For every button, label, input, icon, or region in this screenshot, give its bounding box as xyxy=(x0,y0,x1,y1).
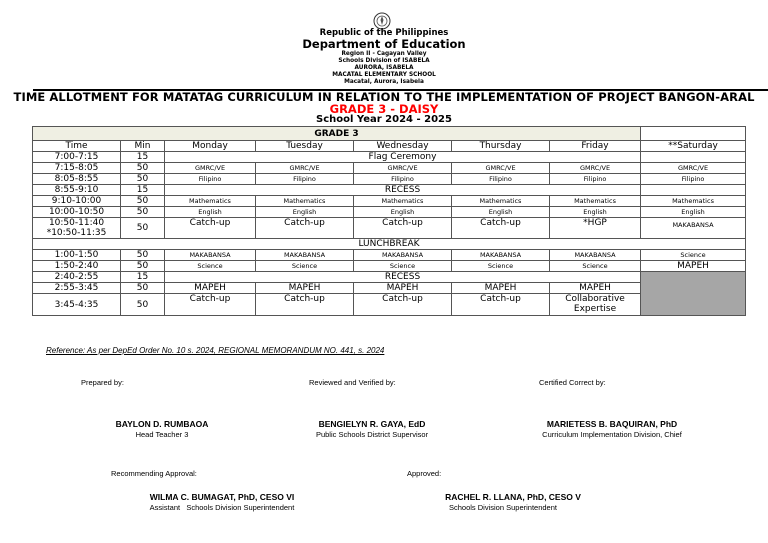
subject-cell: Filipino xyxy=(165,174,256,185)
school-year: School Year 2024 - 2025 xyxy=(316,114,452,125)
min-cell: 50 xyxy=(121,174,165,185)
time-text: 10:50-11:40 xyxy=(48,218,105,228)
subject-cell: Catch-up xyxy=(256,218,354,239)
subject-cell: Catch-up xyxy=(165,294,256,316)
subject-cell: Mathematics xyxy=(452,196,550,207)
time-cell: 8:55-9:10 xyxy=(33,185,121,196)
blank-cell xyxy=(641,185,746,196)
subject-cell: MAPEH xyxy=(165,283,256,294)
col-header: Time xyxy=(33,141,121,152)
prepared-position: Head Teacher 3 xyxy=(135,430,189,439)
subject-cell: Mathematics xyxy=(550,196,641,207)
subject-cell: Collaborative Expertise xyxy=(550,294,641,316)
subject-cell: Mathematics xyxy=(256,196,354,207)
subject-cell: Filipino xyxy=(256,174,354,185)
min-cell: 50 xyxy=(121,250,165,261)
department-line: Department of Education xyxy=(302,37,466,51)
table-row xyxy=(33,239,746,250)
subject-cell: Filipino xyxy=(550,174,641,185)
subject-cell: Filipino xyxy=(641,174,746,185)
certified-name: MARIETESS B. BAQUIRAN, PhD xyxy=(546,419,678,429)
approved-label: Approved: xyxy=(407,469,442,478)
subject-cell: MAKABANSA xyxy=(452,250,550,261)
prepared-label: Prepared by: xyxy=(81,378,124,387)
recommending-label: Recommending Approval: xyxy=(111,469,197,478)
reviewed-label: Reviewed and Verified by: xyxy=(309,378,396,387)
subject-cell: MAKABANSA xyxy=(641,218,746,239)
time-cell: 1:50-2:40 xyxy=(33,261,121,272)
subject-cell: Catch-up xyxy=(354,218,452,239)
subject-cell: Science xyxy=(165,261,256,272)
time-cell: 8:05-8:55 xyxy=(33,174,121,185)
table-row xyxy=(33,207,746,218)
min-cell: 50 xyxy=(121,163,165,174)
subject-cell: Science xyxy=(354,261,452,272)
subject-cell: MAKABANSA xyxy=(256,250,354,261)
subject-cell: English xyxy=(550,207,641,218)
min-cell: 15 xyxy=(121,152,165,163)
time-cell: 2:40-2:55 xyxy=(33,272,121,283)
subject-cell: Science xyxy=(256,261,354,272)
subject-cell: Filipino xyxy=(452,174,550,185)
subject-cell: MAPEH xyxy=(256,283,354,294)
min-cell: 50 xyxy=(121,196,165,207)
col-header: Monday xyxy=(165,141,256,152)
table-row xyxy=(33,174,746,185)
merged-cell: RECESS xyxy=(165,272,641,283)
document-title: TIME ALLOTMENT FOR MATATAG CURRICULUM IN RELATION TO THE IMPLEMENTATION OF PROJECT BANGON-ARAL xyxy=(13,90,755,104)
min-cell: 50 xyxy=(121,207,165,218)
table-row xyxy=(33,152,746,163)
blank-cell xyxy=(641,152,746,163)
col-header: **Saturday xyxy=(641,141,746,152)
table-row xyxy=(33,261,746,272)
col-header: Tuesday xyxy=(256,141,354,152)
col-header: Wednesday xyxy=(354,141,452,152)
reference-note: Reference: As per DepEd Order No. 10 s. 2024, REGIONAL MEMORANDUM NO. 441, s. 2024 xyxy=(46,346,385,355)
time-cell: 7:15-8:05 xyxy=(33,163,121,174)
grade-band: GRADE 3 xyxy=(33,127,641,141)
approved-name: RACHEL R. LLANA, PhD, CESO V xyxy=(445,492,581,502)
table-row xyxy=(33,163,746,174)
min-cell: 50 xyxy=(121,261,165,272)
time-cell: 9:10-10:00 xyxy=(33,196,121,207)
subject-cell: Mathematics xyxy=(354,196,452,207)
subject-cell: GMRC/VE xyxy=(550,163,641,174)
min-cell: 50 xyxy=(121,294,165,316)
school-line: MACATAL ELEMENTARY SCHOOL xyxy=(332,72,436,78)
subject-cell: *HGP xyxy=(550,218,641,239)
min-cell: 15 xyxy=(121,272,165,283)
col-header: Min xyxy=(121,141,165,152)
table-row xyxy=(33,250,746,261)
subject-cell: English xyxy=(641,207,746,218)
lunchbreak-cell: LUNCHBREAK xyxy=(33,239,746,250)
subject-cell: Science xyxy=(641,250,746,261)
subject-cell: MAPEH xyxy=(550,283,641,294)
approved-position: Schools Division Superintendent xyxy=(449,503,557,512)
min-cell: 50 xyxy=(121,283,165,294)
table-row xyxy=(33,218,746,239)
reviewed-position: Public Schools District Supervisor xyxy=(315,430,429,439)
reviewed-name: BENGIELYN R. GAYA, EdD xyxy=(318,419,426,429)
subject-cell: English xyxy=(452,207,550,218)
subject-cell: GMRC/VE xyxy=(354,163,452,174)
table-row xyxy=(33,283,746,294)
address-line: Macatal, Aurora, Isabela xyxy=(344,79,424,85)
subject-cell: GMRC/VE xyxy=(256,163,354,174)
unused-saturday-block xyxy=(641,272,746,316)
time-cell: 7:00-7:15 xyxy=(33,152,121,163)
subject-cell: MAPEH xyxy=(354,283,452,294)
subject-cell: Science xyxy=(550,261,641,272)
subject-cell: MAKABANSA xyxy=(165,250,256,261)
time-alt-text: *10:50-11:35 xyxy=(46,228,107,238)
subject-cell: MAKABANSA xyxy=(354,250,452,261)
certified-label: Certified Correct by: xyxy=(539,378,606,387)
country-line: Republic of the Philippines xyxy=(319,28,449,38)
subject-cell: Mathematics xyxy=(641,196,746,207)
min-cell: 50 xyxy=(121,218,165,239)
time-cell: 3:45-4:35 xyxy=(33,294,121,316)
merged-cell: Flag Ceremony xyxy=(165,152,641,163)
time-cell: 2:55-3:45 xyxy=(33,283,121,294)
subject-cell: Filipino xyxy=(354,174,452,185)
col-header: Friday xyxy=(550,141,641,152)
prepared-name: BAYLON D. RUMBAOA xyxy=(115,419,209,429)
time-cell xyxy=(33,218,121,239)
recommending-position: Assistant Schools Division Superintendent xyxy=(149,503,295,512)
merged-cell: RECESS xyxy=(165,185,641,196)
certified-position: Curriculum Implementation Division, Chief xyxy=(542,430,682,439)
table-row xyxy=(33,196,746,207)
subject-cell: Catch-up xyxy=(452,218,550,239)
subject-cell: GMRC/VE xyxy=(165,163,256,174)
subject-cell: MAKABANSA xyxy=(550,250,641,261)
grade-band-blank xyxy=(641,127,746,141)
subject-cell: English xyxy=(165,207,256,218)
schedule-table xyxy=(32,126,746,316)
recommending-name: WILMA C. BUMAGAT, PhD, CESO VI xyxy=(149,492,295,502)
subject-cell: Mathematics xyxy=(165,196,256,207)
subject-cell: Catch-up xyxy=(354,294,452,316)
subject-cell: English xyxy=(256,207,354,218)
table-header-row xyxy=(33,141,746,152)
region-line: Region II - Cagayan Valley xyxy=(341,51,427,57)
table-row xyxy=(33,294,746,316)
division-line: Schools Division of ISABELA xyxy=(338,58,430,64)
subject-cell: GMRC/VE xyxy=(452,163,550,174)
subject-cell: Catch-up xyxy=(452,294,550,316)
subject-cell: English xyxy=(354,207,452,218)
district-line: AURORA, ISABELA xyxy=(354,65,414,71)
min-cell: 15 xyxy=(121,185,165,196)
table-row xyxy=(33,185,746,196)
time-cell: 1:00-1:50 xyxy=(33,250,121,261)
subject-cell: Catch-up xyxy=(165,218,256,239)
subject-cell: Catch-up xyxy=(256,294,354,316)
subject-cell: MAPEH xyxy=(452,283,550,294)
subject-cell: Science xyxy=(452,261,550,272)
subject-cell: GMRC/VE xyxy=(641,163,746,174)
table-row xyxy=(33,272,746,283)
col-header: Thursday xyxy=(452,141,550,152)
subject-cell: MAPEH xyxy=(641,261,746,272)
grade-section: GRADE 3 - DAISY xyxy=(329,102,439,116)
time-cell: 10:00-10:50 xyxy=(33,207,121,218)
